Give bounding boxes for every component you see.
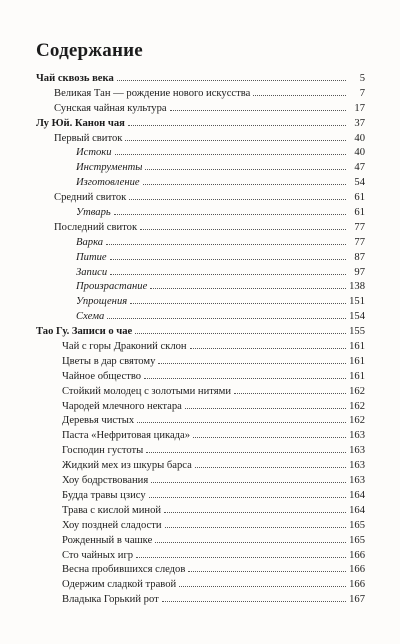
toc-entry: [36, 578, 365, 593]
toc-entry-title: Сунская чайная культура: [54, 102, 167, 114]
toc-entry: [36, 563, 365, 578]
toc-page-number: 61: [354, 192, 365, 204]
toc-entry: [36, 444, 365, 459]
dot-leader: [146, 452, 346, 453]
toc-page-number: 162: [349, 415, 365, 427]
toc-entry: [36, 459, 365, 474]
toc-section-entry: [36, 117, 365, 132]
toc-entry-title: Первый свиток: [54, 132, 123, 144]
dot-leader: [162, 601, 346, 602]
toc-entry-title: Изготовление: [76, 177, 140, 189]
toc-entry-title: Паста «Нефритовая цикада»: [62, 430, 191, 442]
dot-leader: [155, 542, 346, 543]
toc-entry: [36, 295, 365, 310]
toc-entry: [36, 593, 365, 608]
dot-leader: [253, 95, 346, 96]
toc-entry-title: Питие: [76, 251, 107, 263]
toc-page-number: 162: [349, 400, 365, 412]
toc-entry-title: Упрощения: [76, 296, 128, 308]
toc-page-number: 155: [349, 326, 365, 338]
toc-entry: [36, 87, 365, 102]
toc-entry-title: Произрастание: [76, 281, 148, 293]
toc-entry-title: Истоки: [76, 147, 112, 159]
dot-leader: [190, 348, 346, 349]
toc-page-number: 61: [354, 207, 365, 219]
toc-entry: [36, 280, 365, 295]
toc-page-number: 87: [354, 251, 365, 263]
dot-leader: [195, 467, 346, 468]
toc-entry-title: Великая Тан — рождение нового искусства: [54, 87, 251, 99]
dot-leader: [144, 378, 346, 379]
toc-page-number: 163: [349, 460, 365, 472]
dot-leader: [117, 80, 346, 81]
toc-entry-title: Хоу бодрствования: [62, 475, 149, 487]
toc-entry-title: Записи: [76, 266, 108, 278]
toc-entry-title: Деревья чистых: [62, 415, 135, 427]
toc-entry-title: Чайное общество: [62, 370, 142, 382]
toc-entry-title: Тао Гу. Записи о чае: [36, 326, 133, 338]
toc-page-number: 161: [349, 370, 365, 382]
dot-leader: [164, 512, 346, 513]
toc-entry: [36, 146, 365, 161]
toc-entry: [36, 340, 365, 355]
toc-entry-title: Владыка Горький рот: [62, 594, 159, 606]
toc-section-entry: [36, 72, 365, 87]
dot-leader: [185, 408, 346, 409]
toc-entry: [36, 176, 365, 191]
toc-entry-title: Господин густоты: [62, 445, 144, 457]
toc-page-number: 54: [354, 177, 365, 189]
toc-entry: [36, 400, 365, 415]
toc-entry-title: Последний свиток: [54, 221, 138, 233]
dot-leader: [234, 393, 346, 394]
toc-page-number: 17: [354, 102, 365, 114]
dot-leader: [130, 303, 346, 304]
page-title: Содержание: [36, 40, 143, 61]
dot-leader: [179, 586, 346, 587]
dot-leader: [110, 259, 346, 260]
toc-page-number: 166: [349, 579, 365, 591]
toc-page-number: 163: [349, 445, 365, 457]
toc-entry: [36, 370, 365, 385]
table-of-contents: [36, 72, 365, 608]
toc-page-number: 166: [349, 549, 365, 561]
toc-entry-title: Средний свиток: [54, 192, 127, 204]
dot-leader: [150, 288, 346, 289]
toc-entry: [36, 206, 365, 221]
toc-entry-title: Утварь: [76, 207, 111, 219]
toc-entry-title: Будда травы цзису: [62, 489, 146, 501]
toc-page-number: 162: [349, 385, 365, 397]
toc-entry-title: Рожденный в чашке: [62, 534, 153, 546]
toc-entry: [36, 474, 365, 489]
dot-leader: [137, 422, 346, 423]
dot-leader: [110, 274, 346, 275]
dot-leader: [128, 125, 346, 126]
toc-entry: [36, 355, 365, 370]
toc-entry-title: Цветы в дар святому: [62, 355, 156, 367]
toc-entry-title: Варка: [76, 236, 104, 248]
toc-entry-title: Схема: [76, 311, 105, 323]
toc-page-number: 47: [354, 162, 365, 174]
toc-page-number: 164: [349, 504, 365, 516]
dot-leader: [158, 363, 346, 364]
toc-entry: [36, 429, 365, 444]
toc-entry: [36, 251, 365, 266]
toc-page-number: 161: [349, 355, 365, 367]
toc-entry: [36, 414, 365, 429]
toc-page-number: 154: [349, 311, 365, 323]
dot-leader: [145, 169, 346, 170]
toc-page-number: 161: [349, 341, 365, 353]
toc-page-number: 138: [349, 281, 365, 293]
toc-entry: [36, 221, 365, 236]
dot-leader: [165, 527, 346, 528]
toc-entry-title: Чародей млечного нектара: [62, 400, 182, 412]
toc-entry: [36, 236, 365, 251]
toc-entry-title: Весна пробившихся следов: [62, 564, 186, 576]
toc-entry: [36, 504, 365, 519]
dot-leader: [151, 482, 346, 483]
toc-page-number: 37: [354, 117, 365, 129]
toc-entry: [36, 489, 365, 504]
toc-page-number: 5: [359, 73, 365, 84]
dot-leader: [143, 184, 346, 185]
toc-section-entry: [36, 325, 365, 340]
toc-entry: [36, 310, 365, 325]
toc-entry-title: Инструменты: [76, 162, 143, 174]
toc-page-number: 167: [349, 594, 365, 606]
toc-entry: [36, 385, 365, 400]
dot-leader: [170, 110, 346, 111]
toc-entry: [36, 266, 365, 281]
toc-page-number: 97: [354, 266, 365, 278]
toc-entry-title: Сто чайных игр: [62, 549, 134, 561]
dot-leader: [149, 497, 346, 498]
toc-entry-title: Чай сквозь века: [36, 73, 114, 84]
toc-entry: [36, 519, 365, 534]
dot-leader: [135, 333, 346, 334]
toc-entry-title: Трава с кислой миной: [62, 504, 162, 516]
dot-leader: [107, 318, 346, 319]
toc-entry-title: Стойкий молодец с золотыми нитями: [62, 385, 231, 397]
toc-page-number: 163: [349, 475, 365, 487]
toc-entry: [36, 549, 365, 564]
dot-leader: [193, 437, 346, 438]
dot-leader: [188, 571, 346, 572]
dot-leader: [115, 154, 346, 155]
toc-entry-title: Хоу поздней сладости: [62, 519, 162, 531]
dot-leader: [106, 244, 346, 245]
toc-page-number: 77: [354, 236, 365, 248]
toc-page-number: 165: [349, 534, 365, 546]
toc-page-number: 7: [359, 87, 365, 99]
toc-entry-title: Жидкий мех из шкуры барса: [62, 460, 192, 472]
toc-entry-title: Чай с горы Драконий склон: [62, 341, 187, 353]
dot-leader: [140, 229, 346, 230]
dot-leader: [129, 199, 346, 200]
toc-entry: [36, 191, 365, 206]
toc-entry-title: Одержим сладкой травой: [62, 579, 177, 591]
dot-leader: [125, 140, 346, 141]
toc-page-number: 163: [349, 430, 365, 442]
toc-entry: [36, 534, 365, 549]
toc-page-number: 166: [349, 564, 365, 576]
toc-page-number: 164: [349, 489, 365, 501]
toc-page-number: 40: [354, 132, 365, 144]
toc-entry: [36, 102, 365, 117]
toc-entry: [36, 161, 365, 176]
toc-entry-title: Лу Юй. Канон чая: [36, 117, 125, 129]
toc-page-number: 77: [354, 221, 365, 233]
toc-page-number: 40: [354, 147, 365, 159]
toc-page-number: 151: [349, 296, 365, 308]
toc-page-number: 165: [349, 519, 365, 531]
toc-entry: [36, 132, 365, 147]
dot-leader: [114, 214, 346, 215]
dot-leader: [136, 557, 346, 558]
